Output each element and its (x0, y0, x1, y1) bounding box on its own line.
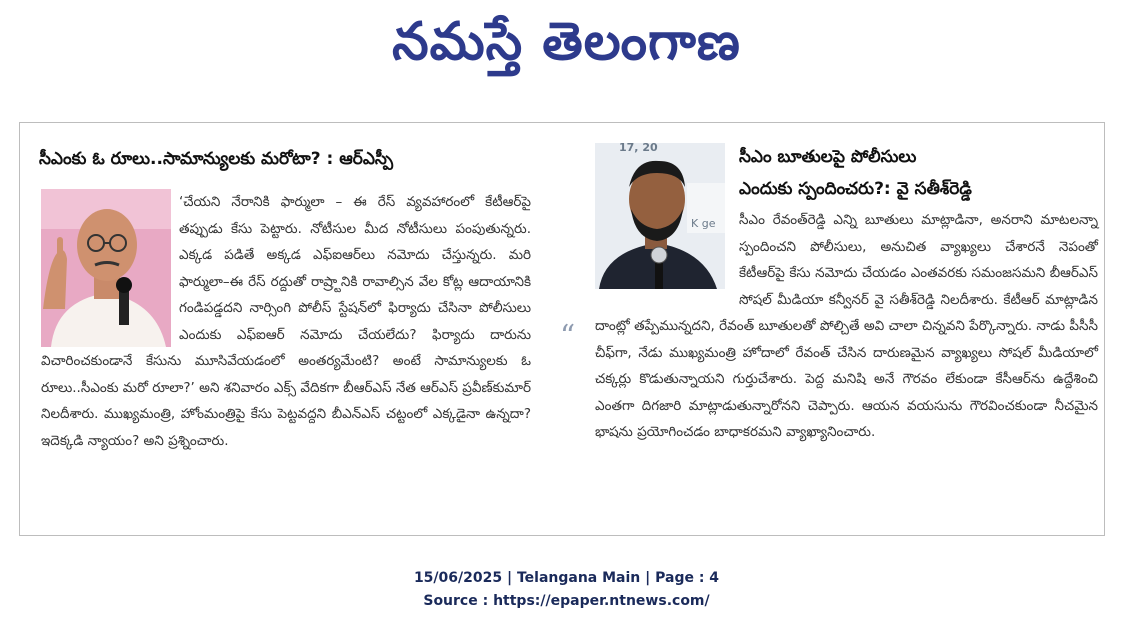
right-article-text: సీఎం రేవంత్‌రెడ్డి ఎన్ని బూతులు మాట్లాడినా, అనరాని మాటలన్నా స్పందించని పోలీసులు, అనుచిత వ్యాఖ్యలు చేశారనే నెపంతో కేటీఆర్‌పై కేసు నమోదు చేయడం ఎంతవరకు సమంజసమని బీఆర్‌ఎస్ సోషల్ మీడియా కన్వీనర్ వై సతీశ్‌రెడ్డి నిలదీశారు. కేటీఆర్ మాట్లాడిన దాంట్లో తప్పేమున్నదని, రేవంత్ బూతులతో పోల్చితే అవి చాలా చిన్నవని పేర్కొన్నారు. నాడు పీసీసీ చీఫ్‌గా, నేడు ముఖ్యమంత్రి హోదాలో రేవంత్ చేసిన దారుణమైన వ్యాఖ్యలు సోషల్ మీడియాలో చక్కర్లు కొడుతున్నాయని గుర్తుచేశారు. పెద్ద మనిషి అనే గౌరవం లేకుండా కేసీఆర్‌ను ఉద్దేశించి ఎంతగా దిగజారి మాట్లాడుతున్నారోనని చెప్పారు. ఆయన వయసును గౌరవించకుండా నీచమైన భాషను ప్రయోగించడం బాధాకరమని వ్యాఖ్యానించారు. (595, 212, 1098, 440)
left-article-text: ‘చేయని నేరానికి ఫార్ములా – ఈ రేస్ వ్యవహారంలో కేటీఆర్‌పై తప్పుడు కేసు పెట్టారు. నోటీసుల మీద నోటీసులు పంపుతున్నరు. ఎక్కడ పడితే అక్కడ ఎఫ్‌ఐఆర్‌లు నమోదు చేస్తున్నరు. మరి ఫార్ములా–ఈ రేస్ రద్దుతో రాష్ర్టానికి రావాల్సిన వేల కోట్ల ఆదాయానికి గండిపడ్డదని నార్సింగి పోలీస్ స్టేషన్‌లో ఫిర్యాదు చేసినా పోలీసులు ఎందుకు ఎఫ్‌ఐఆర్ నమోదు చేయలేదు? ఫిర్యాదు దారును విచారించకుండానే కేసును మూసివేయడంలో అంతర్యమేంటి? అంటే సామాన్యులకు ఓ రూలు..సీఎంకు మరో రూలా?’ అని శనివారం ఎక్స్ వేదికగా బీఆర్‌ఎస్ నేత ఆర్‌ఎస్ ప్రవీణ్‌కుమార్ నిలదీశారు. ముఖ్యమంత్రి, హోంమంత్రిపై కేసు పెట్టవద్దని బీఎన్‌ఎస్ చట్టంలో ఎక్కడైనా ఉన్నదా? ఇదెక్కడి న్యాయం? అని ప్రశ్నించారు. (41, 194, 531, 449)
right-article (585, 123, 1106, 535)
photo-wrap-spacer (595, 207, 739, 289)
left-article-body (41, 189, 531, 454)
photo-wrap-spacer (41, 189, 179, 347)
right-headline-line2: ఎందుకు స్పందించరు?: వై సతీశ్‌రెడ్డి (739, 179, 972, 199)
masthead-logo: నమస్తే తెలంగాణ (392, 12, 741, 72)
photo-backdrop-side-text: K ge (691, 217, 716, 230)
right-headline (739, 145, 1099, 201)
quote-mark-icon: “ (559, 319, 576, 354)
article-clip-frame (19, 122, 1105, 536)
photo-backdrop-text: 17, 20 (619, 143, 658, 154)
left-article (20, 123, 550, 535)
right-headline-line1: సీఎం బూతులపై పోలీసులు (739, 147, 917, 167)
footer-date-page: 15/06/2025 | Telangana Main | Page : 4 (413, 570, 720, 586)
right-article-body (595, 207, 1098, 446)
footer-source: Source : https://epaper.ntnews.com/ (423, 593, 710, 609)
left-headline: సీఎంకు ఓ రూలు..సామాన్యులకు మరోటా? : ఆర్‌ఎస్పీ (39, 149, 394, 169)
